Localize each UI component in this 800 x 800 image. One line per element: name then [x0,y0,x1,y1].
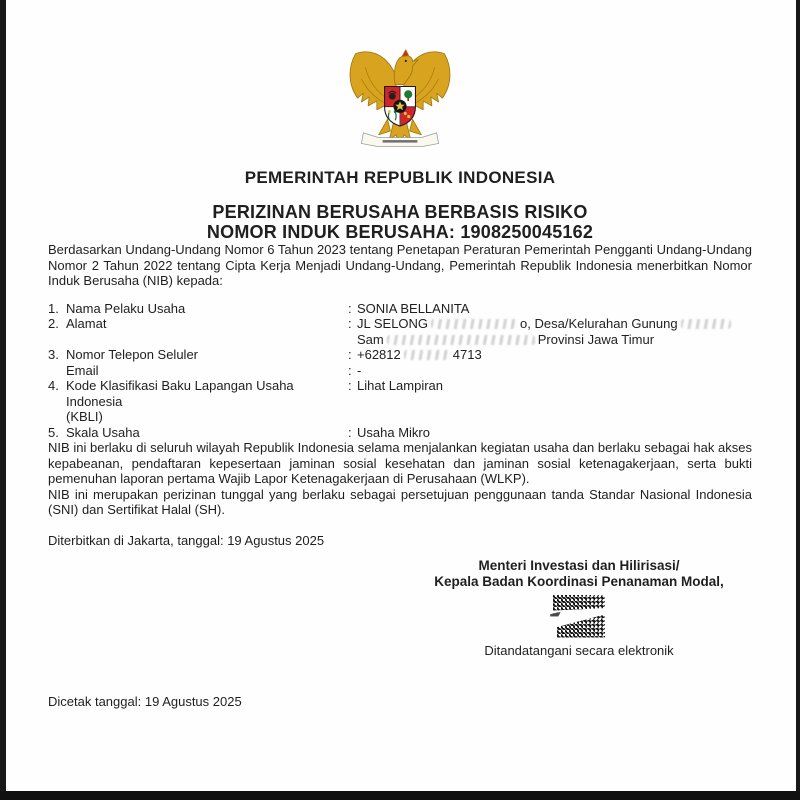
field-label [66,378,348,425]
colon-separator: : [348,316,352,331]
field-label: Nama Pelaku Usaha [66,300,186,316]
field-value: Usaha Mikro [357,424,430,440]
photo-edge-right [796,0,800,800]
business-fields [48,301,752,441]
intro-paragraph: Berdasarkan Undang-Undang Nomor 6 Tahun 2023 tentang Penetapan Peraturan Pemerintah Pengganti Undang-Undang Nomor 2 Tahun 2022 tentang Cipta Kerja Menjadi Undang-Undang, Pemerintah Republik Indonesia menerbitkan Nomor Induk Berusaha (NIB) kepada: [48,242,752,288]
field-label-line1: Kode Klasifikasi Baku Lapangan Usaha Indonesia [66,378,294,409]
government-title: PEMERINTAH REPUBLIK INDONESIA [244,168,556,187]
colon-separator: : [348,300,352,316]
redacted-area [404,350,450,360]
redacted-area [681,319,731,329]
colon-separator: : [348,362,352,378]
field-label: Nomor Telepon Seluler [66,347,198,362]
nib-number-line: NOMOR INDUK BERUSAHA: 1908250045162 [206,222,594,242]
esign-note: Ditandatangani secara elektronik [484,642,674,658]
signatory-title-line1: Menteri Investasi dan Hilirisasi/ [478,557,680,573]
field-number: 4. [48,378,59,393]
printed-line: Dicetak tanggal: 19 Agustus 2025 [48,693,242,709]
qr-fragment-top [553,595,605,611]
field-label: Skala Usaha [66,424,140,440]
colon-separator: : [348,378,352,393]
redacted-area [387,335,535,345]
field-row-kbli [48,378,752,425]
field-row-nama [48,301,752,317]
field-row-telepon [48,347,752,363]
field-number: 2. [48,316,59,331]
field-label: Alamat [66,316,107,331]
field-value [357,347,752,363]
phone-fragment: +62812 [357,347,401,362]
field-number: 3. [48,347,59,362]
address-fragment: Provinsi Jawa Timur [537,331,655,347]
field-row-email [48,363,752,379]
field-row-skala [48,425,752,441]
garuda-pancasila-emblem [342,46,458,156]
field-label-line2: (KBLI) [66,409,103,424]
qr-signature-redacted [550,595,608,639]
signatory-title-line2: Kepala Badan Koordinasi Penanaman Modal, [434,573,724,589]
issued-line: Diterbitkan di Jakarta, tanggal: 19 Agustus 2025 [48,532,325,548]
single-license-paragraph: NIB ini merupakan perizinan tunggal yang berlaku sebagai persetujuan penggunaan tanda Standar Nasional Indonesia (SNI) dan Sertifikat Halal (SH). [48,486,752,517]
colon-separator: : [348,347,352,362]
field-number: 1. [48,300,59,316]
address-fragment: o, Desa/Kelurahan Gunung [520,316,678,331]
redaction-swipe-mark [550,612,561,617]
address-fragment: JL SELONG [357,316,429,331]
field-number: 5. [48,424,59,440]
qr-fragment-bottom [557,615,605,638]
document-page [6,0,796,791]
photo-edge-bottom [0,791,800,800]
document-title [48,202,752,242]
field-value: - [357,362,362,378]
field-row-alamat [48,316,752,347]
field-value [357,316,752,347]
field-value: Lihat Lampiran [357,378,443,393]
document-title-line1: PERIZINAN BERUSAHA BERBASIS RISIKO [212,202,588,222]
signature-block [414,558,744,658]
colon-separator: : [348,424,352,440]
field-label: Email [66,362,99,378]
photo-edge-left [0,0,6,800]
redacted-area [431,319,517,329]
field-value: SONIA BELLANITA [357,300,470,316]
address-fragment: Sam [357,331,384,347]
phone-fragment: 4713 [452,347,482,362]
validity-paragraph: NIB ini berlaku di seluruh wilayah Republik Indonesia selama menjalankan kegiatan usaha dan berlaku sebagai hak akses kepabeanan, pendaftaran kepesertaan jaminan sosial kesehatan dan jaminan sosial ketenagakerjaan, serta bukti pemenuhan laporan pertama Wajib Lapor Ketenagakerjaan di Perusahaan (WLKP). [48,440,752,486]
ribbon-motto-text [383,140,418,143]
